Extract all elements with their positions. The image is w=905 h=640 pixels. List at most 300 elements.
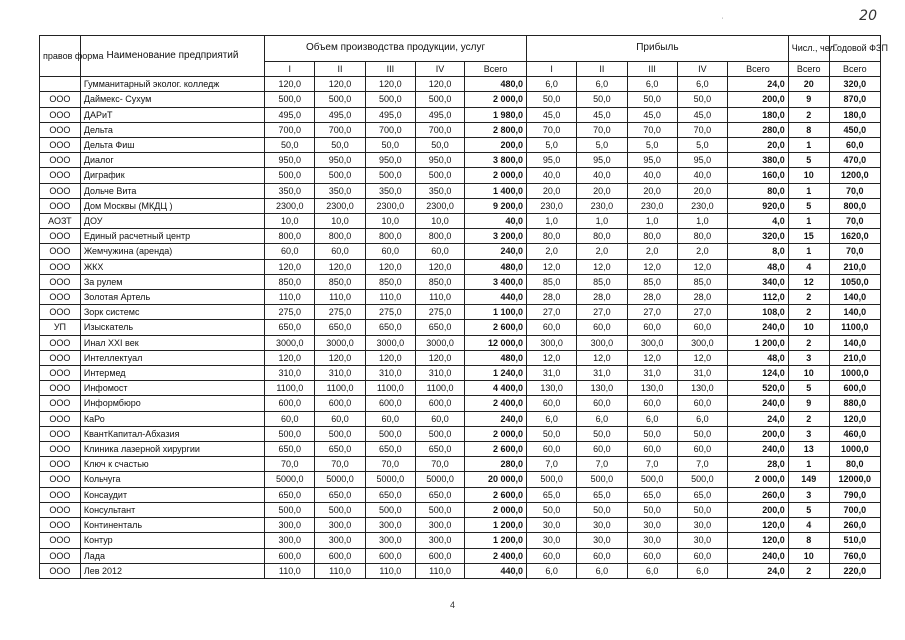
table-row (40, 305, 881, 320)
volume-quarter-cell: 110,0 (415, 290, 464, 305)
profit-quarter-cell: 60,0 (577, 396, 627, 411)
volume-total-cell: 9 200,0 (465, 198, 527, 213)
volume-quarter-cell: 650,0 (365, 320, 415, 335)
volume-quarter-cell: 850,0 (315, 274, 365, 289)
volume-quarter-cell: 500,0 (365, 502, 415, 517)
volume-quarter-cell: 5000,0 (315, 472, 365, 487)
fund-cell: 120,0 (829, 411, 880, 426)
fund-cell: 1100,0 (829, 320, 880, 335)
profit-quarter-cell: 45,0 (526, 107, 576, 122)
profit-quarter-cell: 65,0 (577, 487, 627, 502)
table-row (40, 153, 881, 168)
volume-total-cell: 2 600,0 (465, 320, 527, 335)
profit-quarter-cell: 12,0 (526, 259, 576, 274)
profit-quarter-cell: 6,0 (677, 411, 727, 426)
profit-quarter-cell: 60,0 (627, 320, 677, 335)
profit-quarter-cell: 7,0 (577, 457, 627, 472)
volume-quarter-cell: 120,0 (315, 77, 365, 92)
volume-total-cell: 240,0 (465, 244, 527, 259)
volume-quarter-cell: 1100,0 (265, 381, 315, 396)
profit-quarter-cell: 60,0 (627, 548, 677, 563)
profit-quarter-cell: 5,0 (526, 138, 576, 153)
enterprise-name-cell: Лада (80, 548, 264, 563)
legal-form-cell: ООО (40, 396, 81, 411)
fund-cell: 600,0 (829, 381, 880, 396)
profit-quarter-cell: 60,0 (677, 320, 727, 335)
volume-quarter-cell: 495,0 (365, 107, 415, 122)
volume-quarter-cell: 50,0 (315, 138, 365, 153)
table-row (40, 426, 881, 441)
volume-quarter-cell: 120,0 (265, 77, 315, 92)
profit-quarter-cell: 6,0 (677, 563, 727, 578)
volume-quarter-cell: 110,0 (365, 563, 415, 578)
profit-total-cell: 200,0 (728, 92, 789, 107)
employees-cell: 20 (788, 77, 829, 92)
table-row (40, 563, 881, 578)
volume-quarter-cell: 120,0 (265, 259, 315, 274)
volume-quarter-cell: 300,0 (315, 518, 365, 533)
volume-quarter-cell: 600,0 (265, 396, 315, 411)
volume-quarter-cell: 500,0 (365, 168, 415, 183)
volume-quarter-cell: 310,0 (315, 366, 365, 381)
profit-quarter-cell: 85,0 (677, 274, 727, 289)
employees-cell: 15 (788, 229, 829, 244)
employees-cell: 10 (788, 548, 829, 563)
fund-cell: 880,0 (829, 396, 880, 411)
profit-quarter-cell: 6,0 (526, 563, 576, 578)
enterprise-name-cell: Жемчужина (аренда) (80, 244, 264, 259)
profit-quarter-cell: 65,0 (526, 487, 576, 502)
legal-form-cell: ООО (40, 381, 81, 396)
volume-quarter-cell: 60,0 (315, 411, 365, 426)
profit-quarter-cell: 20,0 (526, 183, 576, 198)
fund-cell: 70,0 (829, 183, 880, 198)
employees-cell: 1 (788, 183, 829, 198)
volume-quarter-cell: 110,0 (315, 290, 365, 305)
table-row (40, 518, 881, 533)
fund-cell: 60,0 (829, 138, 880, 153)
volume-quarter-cell: 60,0 (415, 411, 464, 426)
volume-quarter-cell: 300,0 (415, 533, 464, 548)
profit-quarter-cell: 2,0 (577, 244, 627, 259)
header-vol-q4: IV (415, 62, 464, 77)
volume-quarter-cell: 275,0 (265, 305, 315, 320)
volume-total-cell: 3 800,0 (465, 153, 527, 168)
employees-cell: 9 (788, 396, 829, 411)
legal-form-cell: ООО (40, 548, 81, 563)
legal-form-cell: ООО (40, 487, 81, 502)
profit-quarter-cell: 30,0 (677, 533, 727, 548)
profit-quarter-cell: 27,0 (577, 305, 627, 320)
employees-cell: 10 (788, 366, 829, 381)
enterprise-name-cell: Инфомост (80, 381, 264, 396)
volume-quarter-cell: 1100,0 (365, 381, 415, 396)
profit-quarter-cell: 80,0 (526, 229, 576, 244)
volume-quarter-cell: 3000,0 (415, 335, 464, 350)
fund-cell: 1200,0 (829, 168, 880, 183)
profit-quarter-cell: 12,0 (627, 259, 677, 274)
profit-quarter-cell: 50,0 (627, 426, 677, 441)
volume-quarter-cell: 650,0 (265, 320, 315, 335)
profit-total-cell: 280,0 (728, 122, 789, 137)
profit-quarter-cell: 80,0 (677, 229, 727, 244)
fund-cell: 1050,0 (829, 274, 880, 289)
profit-quarter-cell: 80,0 (627, 229, 677, 244)
profit-quarter-cell: 70,0 (627, 122, 677, 137)
volume-quarter-cell: 600,0 (365, 396, 415, 411)
fund-cell: 450,0 (829, 122, 880, 137)
volume-quarter-cell: 10,0 (315, 214, 365, 229)
profit-quarter-cell: 28,0 (677, 290, 727, 305)
volume-quarter-cell: 500,0 (265, 168, 315, 183)
volume-quarter-cell: 600,0 (315, 396, 365, 411)
profit-quarter-cell: 5,0 (627, 138, 677, 153)
fund-cell: 1620,0 (829, 229, 880, 244)
profit-quarter-cell: 85,0 (577, 274, 627, 289)
profit-total-cell: 48,0 (728, 350, 789, 365)
enterprise-name-cell: Ключ к счастью (80, 457, 264, 472)
fund-cell: 790,0 (829, 487, 880, 502)
legal-form-cell: ООО (40, 92, 81, 107)
volume-quarter-cell: 950,0 (415, 153, 464, 168)
profit-quarter-cell: 12,0 (577, 259, 627, 274)
volume-quarter-cell: 60,0 (365, 244, 415, 259)
profit-quarter-cell: 50,0 (627, 92, 677, 107)
volume-quarter-cell: 300,0 (415, 518, 464, 533)
employees-cell: 10 (788, 168, 829, 183)
volume-total-cell: 1 200,0 (465, 533, 527, 548)
table-row (40, 229, 881, 244)
profit-quarter-cell: 31,0 (526, 366, 576, 381)
volume-total-cell: 440,0 (465, 563, 527, 578)
profit-quarter-cell: 2,0 (627, 244, 677, 259)
handwritten-page-number: 20 (859, 8, 877, 24)
profit-quarter-cell: 60,0 (577, 442, 627, 457)
volume-total-cell: 2 400,0 (465, 548, 527, 563)
profit-total-cell: 920,0 (728, 198, 789, 213)
table-row (40, 320, 881, 335)
profit-quarter-cell: 50,0 (526, 426, 576, 441)
fund-cell: 140,0 (829, 290, 880, 305)
enterprise-name-cell: Изыскатель (80, 320, 264, 335)
profit-quarter-cell: 30,0 (526, 533, 576, 548)
profit-quarter-cell: 7,0 (677, 457, 727, 472)
volume-quarter-cell: 495,0 (415, 107, 464, 122)
profit-quarter-cell: 1,0 (627, 214, 677, 229)
profit-quarter-cell: 27,0 (627, 305, 677, 320)
profit-total-cell: 180,0 (728, 107, 789, 122)
employees-cell: 9 (788, 92, 829, 107)
volume-total-cell: 1 240,0 (465, 366, 527, 381)
profit-quarter-cell: 6,0 (627, 77, 677, 92)
volume-quarter-cell: 650,0 (415, 320, 464, 335)
tick-mark: ' (721, 18, 723, 24)
profit-quarter-cell: 2,0 (526, 244, 576, 259)
header-vol-q2: II (315, 62, 365, 77)
employees-cell: 2 (788, 305, 829, 320)
profit-total-cell: 112,0 (728, 290, 789, 305)
legal-form-cell: ООО (40, 305, 81, 320)
employees-cell: 8 (788, 533, 829, 548)
profit-quarter-cell: 50,0 (577, 426, 627, 441)
table-row (40, 183, 881, 198)
table-row (40, 411, 881, 426)
profit-quarter-cell: 60,0 (526, 396, 576, 411)
volume-total-cell: 2 800,0 (465, 122, 527, 137)
volume-total-cell: 2 600,0 (465, 487, 527, 502)
profit-quarter-cell: 12,0 (677, 350, 727, 365)
legal-form-cell: ООО (40, 457, 81, 472)
enterprise-name-cell: Дольче Вита (80, 183, 264, 198)
volume-total-cell: 2 600,0 (465, 442, 527, 457)
volume-quarter-cell: 120,0 (265, 350, 315, 365)
volume-quarter-cell: 60,0 (265, 244, 315, 259)
volume-total-cell: 1 980,0 (465, 107, 527, 122)
legal-form-cell: ООО (40, 290, 81, 305)
profit-quarter-cell: 12,0 (677, 259, 727, 274)
profit-total-cell: 120,0 (728, 518, 789, 533)
profit-quarter-cell: 95,0 (677, 153, 727, 168)
volume-quarter-cell: 500,0 (315, 168, 365, 183)
volume-total-cell: 440,0 (465, 290, 527, 305)
volume-total-cell: 3 400,0 (465, 274, 527, 289)
volume-quarter-cell: 950,0 (265, 153, 315, 168)
employees-cell: 10 (788, 320, 829, 335)
employees-cell: 12 (788, 274, 829, 289)
legal-form-cell: ООО (40, 198, 81, 213)
volume-quarter-cell: 600,0 (415, 548, 464, 563)
legal-form-cell: ООО (40, 533, 81, 548)
profit-quarter-cell: 60,0 (677, 548, 727, 563)
volume-quarter-cell: 120,0 (365, 77, 415, 92)
profit-total-cell: 80,0 (728, 183, 789, 198)
profit-quarter-cell: 60,0 (577, 320, 627, 335)
table-row (40, 442, 881, 457)
profit-quarter-cell: 5,0 (677, 138, 727, 153)
employees-cell: 2 (788, 563, 829, 578)
profit-quarter-cell: 230,0 (677, 198, 727, 213)
employees-cell: 2 (788, 107, 829, 122)
volume-quarter-cell: 950,0 (315, 153, 365, 168)
employees-cell: 3 (788, 487, 829, 502)
header-vol-q3: III (365, 62, 415, 77)
profit-quarter-cell: 500,0 (627, 472, 677, 487)
volume-quarter-cell: 650,0 (365, 442, 415, 457)
profit-quarter-cell: 130,0 (577, 381, 627, 396)
employees-cell: 8 (788, 122, 829, 137)
table-row (40, 335, 881, 350)
legal-form-cell: ООО (40, 274, 81, 289)
volume-total-cell: 240,0 (465, 411, 527, 426)
header-fund-total: Всего (829, 62, 880, 77)
volume-quarter-cell: 500,0 (415, 502, 464, 517)
profit-quarter-cell: 70,0 (526, 122, 576, 137)
table-row (40, 77, 881, 92)
table-row (40, 107, 881, 122)
volume-quarter-cell: 650,0 (365, 487, 415, 502)
fund-cell: 12000,0 (829, 472, 880, 487)
volume-quarter-cell: 5000,0 (365, 472, 415, 487)
volume-quarter-cell: 120,0 (365, 350, 415, 365)
volume-quarter-cell: 700,0 (265, 122, 315, 137)
profit-quarter-cell: 30,0 (677, 518, 727, 533)
enterprise-name-cell: КаРо (80, 411, 264, 426)
volume-quarter-cell: 300,0 (315, 533, 365, 548)
enterprise-name-cell: ЖКХ (80, 259, 264, 274)
volume-quarter-cell: 110,0 (265, 563, 315, 578)
volume-quarter-cell: 50,0 (365, 138, 415, 153)
fund-cell: 70,0 (829, 214, 880, 229)
volume-quarter-cell: 800,0 (315, 229, 365, 244)
profit-total-cell: 120,0 (728, 533, 789, 548)
employees-cell: 4 (788, 518, 829, 533)
legal-form-cell: АОЗТ (40, 214, 81, 229)
enterprise-name-cell: Дом Москвы (МКДЦ ) (80, 198, 264, 213)
profit-quarter-cell: 20,0 (577, 183, 627, 198)
table-row (40, 259, 881, 274)
profit-quarter-cell: 31,0 (677, 366, 727, 381)
header-employees: Числ., чел. (788, 36, 829, 62)
volume-quarter-cell: 500,0 (315, 426, 365, 441)
table-row (40, 168, 881, 183)
employees-cell: 4 (788, 259, 829, 274)
volume-total-cell: 1 400,0 (465, 183, 527, 198)
profit-total-cell: 48,0 (728, 259, 789, 274)
volume-quarter-cell: 850,0 (265, 274, 315, 289)
volume-quarter-cell: 300,0 (265, 533, 315, 548)
volume-quarter-cell: 350,0 (315, 183, 365, 198)
profit-quarter-cell: 30,0 (577, 533, 627, 548)
volume-quarter-cell: 500,0 (315, 502, 365, 517)
profit-quarter-cell: 50,0 (677, 92, 727, 107)
profit-quarter-cell: 230,0 (627, 198, 677, 213)
volume-quarter-cell: 650,0 (415, 487, 464, 502)
volume-quarter-cell: 275,0 (365, 305, 415, 320)
volume-total-cell: 480,0 (465, 77, 527, 92)
employees-cell: 5 (788, 153, 829, 168)
volume-quarter-cell: 2300,0 (315, 198, 365, 213)
fund-cell: 260,0 (829, 518, 880, 533)
legal-form-cell: ООО (40, 229, 81, 244)
volume-quarter-cell: 650,0 (265, 442, 315, 457)
enterprise-name-cell: Клиника лазерной хирургии (80, 442, 264, 457)
volume-quarter-cell: 120,0 (315, 259, 365, 274)
volume-quarter-cell: 1100,0 (315, 381, 365, 396)
profit-total-cell: 28,0 (728, 457, 789, 472)
fund-cell: 800,0 (829, 198, 880, 213)
legal-form-cell: ООО (40, 168, 81, 183)
enterprise-name-cell: Диалог (80, 153, 264, 168)
enterprise-name-cell: Даймекс- Сухум (80, 92, 264, 107)
profit-total-cell: 24,0 (728, 411, 789, 426)
volume-quarter-cell: 350,0 (365, 183, 415, 198)
volume-quarter-cell: 3000,0 (265, 335, 315, 350)
profit-quarter-cell: 230,0 (526, 198, 576, 213)
volume-quarter-cell: 120,0 (415, 77, 464, 92)
volume-quarter-cell: 650,0 (265, 487, 315, 502)
profit-quarter-cell: 60,0 (677, 442, 727, 457)
volume-quarter-cell: 500,0 (415, 92, 464, 107)
profit-quarter-cell: 6,0 (627, 411, 677, 426)
enterprise-name-cell: Зорк системс (80, 305, 264, 320)
volume-total-cell: 4 400,0 (465, 381, 527, 396)
table-row (40, 502, 881, 517)
profit-quarter-cell: 60,0 (526, 548, 576, 563)
volume-quarter-cell: 275,0 (415, 305, 464, 320)
volume-quarter-cell: 110,0 (415, 563, 464, 578)
enterprise-name-cell: ДАРиТ (80, 107, 264, 122)
volume-quarter-cell: 110,0 (265, 290, 315, 305)
employees-cell: 2 (788, 290, 829, 305)
profit-quarter-cell: 500,0 (677, 472, 727, 487)
volume-quarter-cell: 70,0 (265, 457, 315, 472)
profit-total-cell: 240,0 (728, 442, 789, 457)
volume-quarter-cell: 500,0 (315, 92, 365, 107)
volume-quarter-cell: 500,0 (365, 426, 415, 441)
profit-quarter-cell: 50,0 (627, 502, 677, 517)
profit-quarter-cell: 30,0 (526, 518, 576, 533)
profit-quarter-cell: 2,0 (677, 244, 727, 259)
profit-quarter-cell: 6,0 (627, 563, 677, 578)
volume-total-cell: 2 400,0 (465, 396, 527, 411)
profit-quarter-cell: 12,0 (526, 350, 576, 365)
legal-form-cell: ООО (40, 350, 81, 365)
enterprise-name-cell: Дельта (80, 122, 264, 137)
profit-total-cell: 20,0 (728, 138, 789, 153)
header-profit-q1: I (526, 62, 576, 77)
fund-cell: 210,0 (829, 350, 880, 365)
fund-cell: 140,0 (829, 335, 880, 350)
legal-form-cell: ООО (40, 472, 81, 487)
profit-total-cell: 200,0 (728, 502, 789, 517)
employees-cell: 5 (788, 381, 829, 396)
fund-cell: 220,0 (829, 563, 880, 578)
volume-quarter-cell: 300,0 (265, 518, 315, 533)
profit-quarter-cell: 80,0 (577, 229, 627, 244)
volume-quarter-cell: 500,0 (265, 502, 315, 517)
profit-total-cell: 240,0 (728, 548, 789, 563)
volume-total-cell: 280,0 (465, 457, 527, 472)
volume-quarter-cell: 3000,0 (365, 335, 415, 350)
volume-total-cell: 2 000,0 (465, 92, 527, 107)
profit-quarter-cell: 60,0 (677, 396, 727, 411)
legal-form-cell (40, 77, 81, 92)
volume-quarter-cell: 350,0 (415, 183, 464, 198)
employees-cell: 1 (788, 214, 829, 229)
header-volume-group: Объем производства продукции, услуг (265, 36, 527, 62)
profit-quarter-cell: 6,0 (577, 77, 627, 92)
profit-total-cell: 8,0 (728, 244, 789, 259)
legal-form-cell: ООО (40, 563, 81, 578)
profit-quarter-cell: 130,0 (627, 381, 677, 396)
profit-total-cell: 24,0 (728, 563, 789, 578)
profit-quarter-cell: 50,0 (526, 92, 576, 107)
profit-quarter-cell: 60,0 (526, 442, 576, 457)
table-body (40, 77, 881, 579)
volume-quarter-cell: 10,0 (415, 214, 464, 229)
fund-cell: 470,0 (829, 153, 880, 168)
volume-quarter-cell: 700,0 (315, 122, 365, 137)
enterprise-table (39, 35, 888, 579)
table-row (40, 366, 881, 381)
fund-cell: 760,0 (829, 548, 880, 563)
employees-cell: 1 (788, 138, 829, 153)
fund-cell: 320,0 (829, 77, 880, 92)
page-number: 4 (450, 600, 456, 610)
legal-form-cell: ООО (40, 183, 81, 198)
profit-quarter-cell: 20,0 (677, 183, 727, 198)
enterprise-name-cell: КвантКапитал-Абхазия (80, 426, 264, 441)
